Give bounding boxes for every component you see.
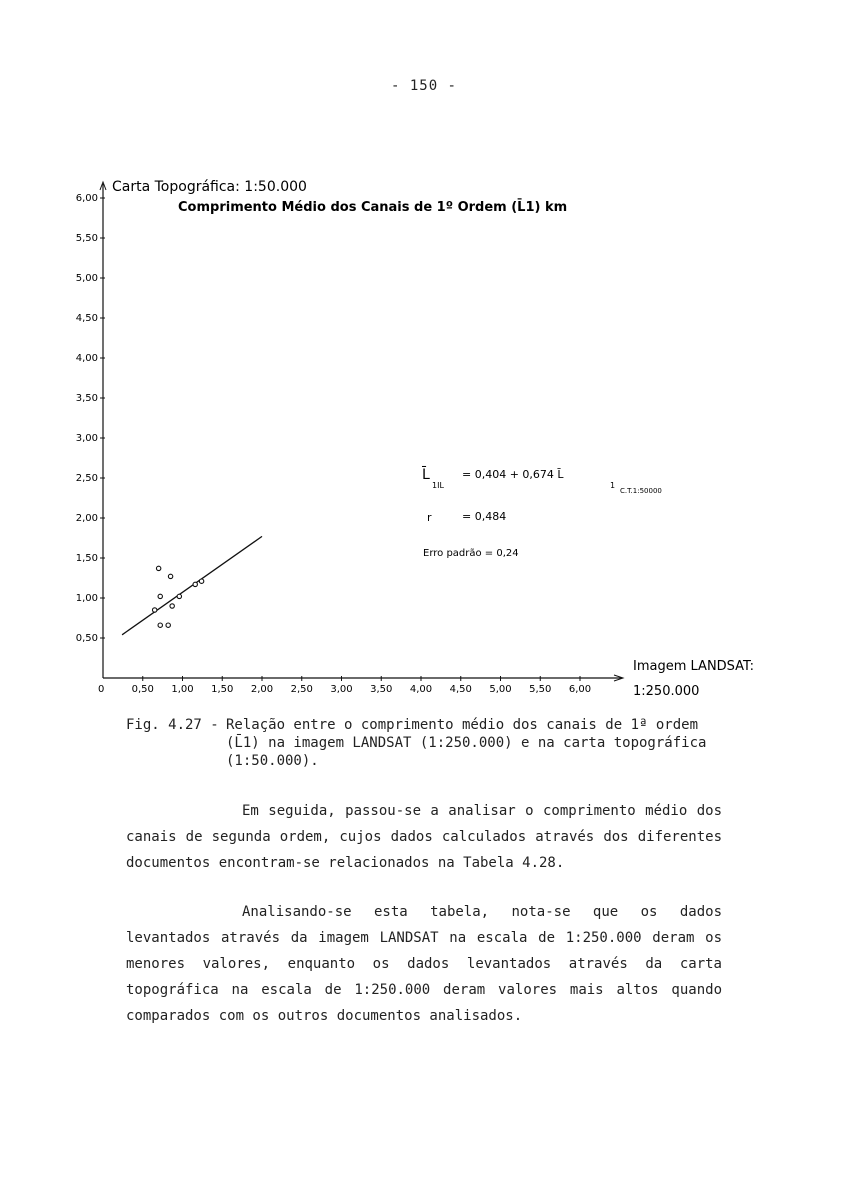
regression-equation (422, 465, 662, 559)
y-tick-label: 1,00 (75, 593, 98, 604)
equation-lhs-sub: 1IL (432, 481, 444, 490)
data-point (193, 582, 197, 586)
x-tick-label: 1,00 (171, 684, 194, 695)
data-point (156, 566, 160, 570)
y-tick-label: 6,00 (75, 193, 98, 204)
y-tick-label: 5,50 (75, 233, 98, 244)
x-tick-label: 0,50 (131, 684, 154, 695)
data-points (152, 566, 203, 627)
x-axis-ticks (132, 676, 592, 695)
r-label: r (427, 511, 432, 524)
chart-title: Comprimento Médio dos Canais de 1º Ordem (L̄1) km (178, 200, 568, 215)
x-tick-label: 3,50 (370, 684, 393, 695)
data-point (158, 623, 162, 627)
data-point (152, 608, 156, 612)
caption-text: Relação entre o comprimento médio dos canais de 1ª ordem (L̄1) na imagem LANDSAT (1:250.000) e na carta topográfica (1:50.000). (226, 717, 707, 769)
x-tick-label: 2,00 (250, 684, 274, 695)
y-tick-label: 0,50 (75, 633, 98, 644)
y-tick-label: 4,00 (75, 353, 98, 364)
equation-rhs-sub: 1 (610, 481, 616, 490)
paragraph-1 (126, 798, 722, 876)
paragraph-1-text: Em seguida, passou-se a analisar o comprimento médio dos canais de segunda ordem, cujos dados calculados através dos diferentes documentos encontram-se relacionados na Tabela 4.28. (126, 803, 722, 871)
x-tick-label: 5,00 (489, 684, 512, 695)
y-tick-label: 3,00 (75, 433, 98, 444)
equation-rhs-sub2: C.T.1:50000 (620, 487, 662, 495)
x-tick-label: 4,00 (409, 684, 433, 695)
data-point (177, 594, 181, 598)
y-tick-label: 2,50 (75, 473, 98, 484)
origin-label: 0 (98, 684, 105, 695)
y-tick-label: 1,50 (75, 553, 98, 564)
y-axis-ticks (76, 193, 105, 644)
r-value: = 0,484 (462, 510, 507, 523)
y-tick-label: 3,50 (75, 393, 98, 404)
x-tick-label: 2,50 (290, 684, 313, 695)
data-point (170, 604, 174, 608)
chart-axes (100, 182, 623, 681)
data-point (199, 579, 203, 583)
x-tick-label: 1,50 (211, 684, 234, 695)
data-point (168, 574, 172, 578)
equation-lhs: L̄ (422, 467, 430, 483)
x-axis-label-line1: Imagem LANDSAT: (633, 659, 754, 674)
equation-rhs: = 0,404 + 0,674 L̄ (462, 468, 564, 481)
page-number: - 150 - (390, 78, 457, 94)
data-point (166, 623, 170, 627)
paragraph-2 (126, 899, 722, 1029)
x-axis-label-line2: 1:250.000 (633, 684, 700, 699)
y-axis-label: Carta Topográfica: 1:50.000 (112, 179, 307, 195)
regression-line (122, 536, 262, 634)
x-tick-label: 4,50 (449, 684, 472, 695)
x-tick-label: 6,00 (568, 684, 592, 695)
x-tick-label: 5,50 (529, 684, 552, 695)
x-tick-label: 3,00 (330, 684, 353, 695)
paragraph-2-text: Analisando-se esta tabela, nota-se que os dados levantados através da imagem LANDSAT na escala de 1:250.000 deram os menores valores, enquanto os dados levantados através da carta topográfica na escala de 1:250.000 deram valores mais altos quando comparados com os outros documentos analisados. (126, 904, 722, 1024)
data-point (158, 594, 162, 598)
y-tick-label: 5,00 (75, 273, 98, 284)
y-tick-label: 2,00 (75, 513, 98, 524)
caption-label: Fig. 4.27 - (126, 717, 219, 733)
standard-error: Erro padrão = 0,24 (423, 548, 519, 559)
y-tick-label: 4,50 (75, 313, 98, 324)
